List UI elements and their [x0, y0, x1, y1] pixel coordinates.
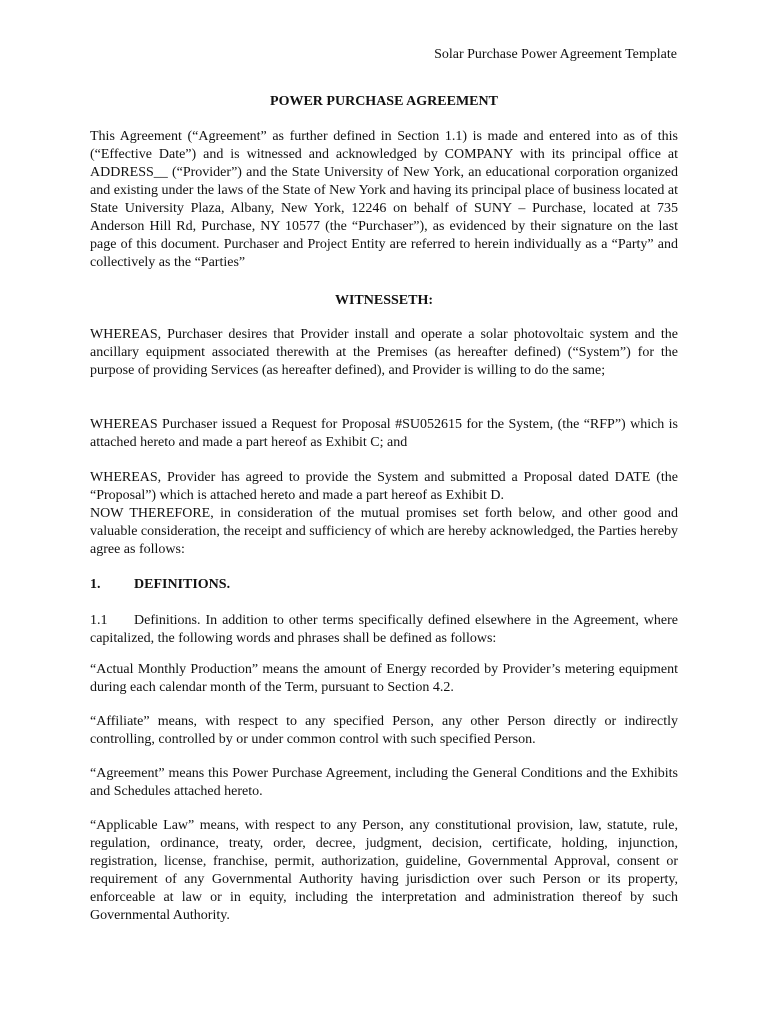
now-therefore-paragraph: NOW THEREFORE, in consideration of the mutual promises set forth below, and other good and valuable consideration, the receipt and sufficiency of which are hereby acknowledged, the Parties hereby agree as follows:	[90, 506, 678, 557]
section-1-heading	[90, 576, 230, 594]
whereas-paragraph-2: WHEREAS Purchaser issued a Request for Proposal #SU052615 for the System, (the “RFP”) which is attached hereto and made a part hereof as Exhibit C; and	[90, 417, 678, 450]
document-title: POWER PURCHASE AGREEMENT	[270, 94, 498, 109]
section-1-1-number: 1.1	[90, 613, 108, 628]
section-1-number: 1.	[90, 577, 101, 592]
definition-affiliate: “Affiliate” means, with respect to any specified Person, any other Person directly or indirectly controlling, controlled by or under common control with such specified Person.	[90, 714, 678, 747]
definition-agreement: “Agreement” means this Power Purchase Agreement, including the General Conditions and the Exhibits and Schedules attached hereto.	[90, 766, 678, 799]
whereas-paragraph-3: WHEREAS, Provider has agreed to provide the System and submitted a Proposal dated DATE (the “Proposal”) which is attached hereto and made a part hereof as Exhibit D.	[90, 470, 678, 503]
section-1-1-text: Definitions. In addition to other terms specifically defined elsewhere in the Agreement, where capitalized, the following words and phrases shall be defined as follows:	[90, 613, 678, 646]
definition-applicable-law: “Applicable Law” means, with respect to any Person, any constitutional provision, law, statute, rule, regulation, ordinance, treaty, order, decree, judgment, decision, certificate, holding, injunction, registration, license, franchise, permit, authorization, guideline, Governmental Approval, consent or requirement of any Governmental Authority having jurisdiction over such Person or its property, enforceable at law or in equity, including the interpretation and administration thereof by such Governmental Authority.	[90, 818, 678, 923]
running-header: Solar Purchase Power Agreement Template	[434, 47, 677, 62]
definition-actual-monthly-production: “Actual Monthly Production” means the amount of Energy recorded by Provider’s metering equipment during each calendar month of the Term, pursuant to Section 4.2.	[90, 662, 678, 695]
whereas-paragraph-1: WHEREAS, Purchaser desires that Provider install and operate a solar photovoltaic system and the ancillary equipment associated therewith at the Premises (as hereafter defined) (“System”) for the purpose of providing Services (as hereafter defined), and Provider is willing to do the same;	[90, 327, 678, 378]
section-1-title: DEFINITIONS.	[134, 577, 231, 592]
section-1-1-paragraph	[90, 612, 678, 648]
witnesseth-heading: WITNESSETH:	[334, 293, 434, 308]
intro-paragraph: This Agreement (“Agreement” as further defined in Section 1.1) is made and entered into as of this (“Effective Date”) and is witnessed and acknowledged by COMPANY with its principal office at ADDRESS__ (“Provider”) and the State University of New York, an educational corporation organized and existing under the laws of the State of New York and having its principal place of business located at State University Plaza, Albany, New York, 12246 on behalf of SUNY – Purchase, located at 735 Anderson Hill Rd, Purchase, NY 10577 (the “Purchaser”), as evidenced by their signature on the last page of this document. Purchaser and Project Entity are referred to herein individually as a “Party” and collectively as the “Parties”	[90, 129, 678, 270]
